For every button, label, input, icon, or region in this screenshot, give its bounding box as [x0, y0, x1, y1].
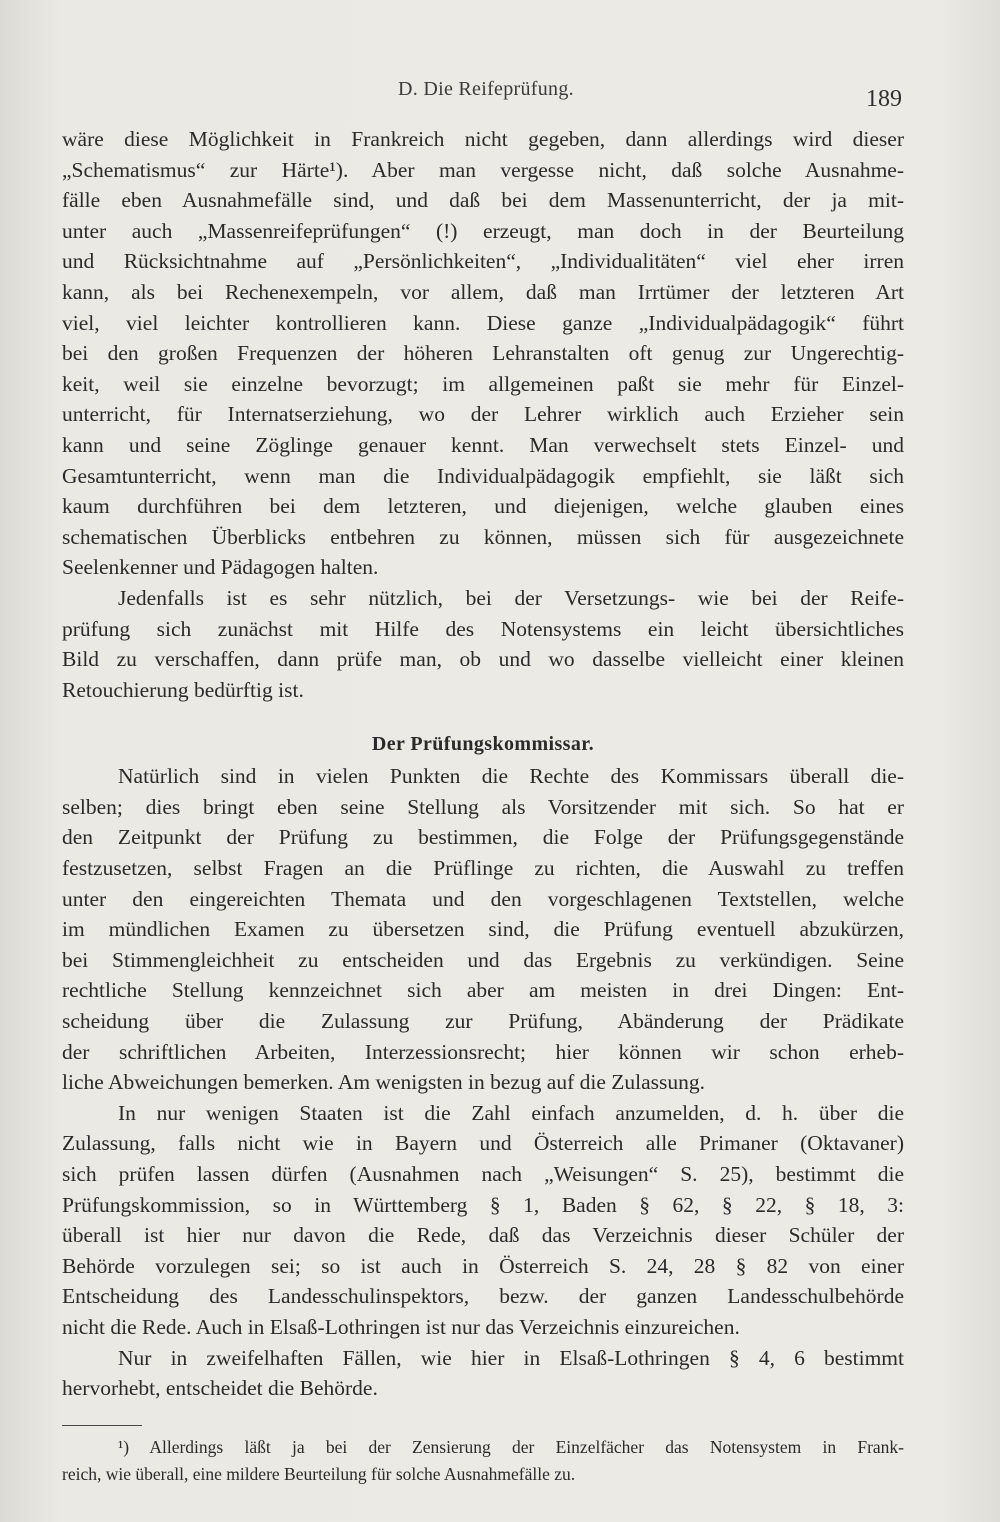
text-line: kann und seine Zöglinge genauer kennt. Man verwechselt stets Einzel- und — [62, 432, 904, 457]
text-line: unterricht, für Internatserziehung, wo der Lehrer wirklich auch Erzieher sein — [62, 402, 904, 427]
text-line: festzusetzen, selbst Fragen an die Prüflinge zu richten, die Auswahl zu treffen — [62, 856, 904, 881]
text-line: Entscheidung des Landesschulinspektors, bezw. der ganzen Landesschulbehörde — [62, 1284, 904, 1309]
text-line: Jedenfalls ist es sehr nützlich, bei der Versetzungs- wie bei der Reife- — [118, 585, 904, 610]
text-line: der schriftlichen Arbeiten, Interzessionsrecht; hier können wir schon erheb- — [62, 1039, 904, 1064]
text-line: liche Abweichungen bemerken. Am wenigsten in bezug auf die Zulassung. — [62, 1070, 706, 1095]
text-line: scheidung über die Zulassung zur Prüfung, Abänderung der Prädikate — [62, 1009, 904, 1034]
text-line: Seelenkenner und Pädagogen halten. — [62, 555, 379, 580]
text-line: Nur in zweifelhaften Fällen, wie hier in Elsaß-Lothringen § 4, 6 bestimmt — [118, 1345, 904, 1370]
text-line: hervorhebt, entscheidet die Behörde. — [62, 1376, 378, 1401]
text-line: prüfung sich zunächst mit Hilfe des Notensystems ein leicht übersichtliches — [62, 616, 904, 641]
paragraph — [62, 1098, 904, 1343]
text-line: Gesamtunterricht, wenn man die Individualpädagogik empfiehlt, sie läßt sich — [62, 463, 904, 488]
footnote — [62, 1434, 904, 1488]
footnote-line: ¹) Allerdings läßt ja bei der Zensierung der Einzelfächer das Notensystem in Frank- — [118, 1437, 904, 1457]
text-line: In nur wenigen Staaten ist die Zahl einfach anzumelden, d. h. über die — [118, 1100, 904, 1125]
section-gap — [62, 705, 904, 727]
text-line: fälle eben Ausnahmefälle sind, und daß bei dem Massenunterricht, der ja mit- — [62, 188, 904, 213]
text-line: Natürlich sind in vielen Punkten die Rechte des Kommissars überall die- — [118, 764, 904, 789]
text-line: nicht die Rede. Auch in Elsaß-Lothringen ist nur das Verzeichnis einzureichen. — [62, 1314, 740, 1339]
text-line: selben; dies bringt eben seine Stellung als Vorsitzender mit sich. So hat er — [62, 794, 904, 819]
paragraph — [62, 583, 904, 705]
text-line: bei den großen Frequenzen der höheren Lehranstalten oft genug zur Ungerechtig- — [62, 341, 904, 366]
footnote-rule — [62, 1425, 142, 1426]
section-heading: Der Prüfungskommissar. — [371, 733, 595, 756]
text-line: bei Stimmengleichheit zu entscheiden und das Ergebnis zu verkündigen. Seine — [62, 947, 904, 972]
text-line: Prüfungskommission, so in Württemberg § 1, Baden § 62, § 22, § 18, 3: — [62, 1192, 904, 1217]
text-line: wäre diese Möglichkeit in Frankreich nicht gegeben, dann allerdings wird dieser — [62, 127, 904, 151]
text-line: kann, als bei Rechenexempeln, vor allem, daß man Irrtümer der letzteren Art — [62, 279, 904, 304]
text-line: Retouchierung bedürftig ist. — [62, 677, 304, 702]
text-line: Zulassung, falls nicht wie in Bayern und Österreich alle Primaner (Oktavaner) — [62, 1131, 904, 1156]
text-line: im mündlichen Examen zu übersetzen sind, die Prüfung eventuell abzukürzen, — [62, 917, 904, 942]
text-line: den Zeitpunkt der Prüfung zu bestimmen, die Folge der Prüfungsgegenstände — [62, 825, 904, 850]
running-head: D. Die Reifeprüfung. — [398, 78, 574, 100]
paragraph — [62, 124, 904, 583]
text-line: „Schematismus“ zur Härte¹). Aber man vergesse nicht, daß solche Ausnahme- — [62, 157, 904, 182]
page-header — [0, 76, 1000, 116]
text-line: rechtliche Stellung kennzeichnet sich aber am meisten in drei Dingen: Ent- — [62, 978, 904, 1003]
paragraph — [62, 1343, 904, 1404]
text-line: und Rücksichtnahme auf „Persönlichkeiten“, „Individualitäten“ viel eher irren — [62, 249, 904, 274]
text-line: schematischen Überblicks entbehren zu können, müssen sich für ausgezeichnete — [62, 524, 904, 549]
text-line: kaum durchführen bei dem letzteren, und diejenigen, welche glauben eines — [62, 494, 904, 519]
text-line: sich prüfen lassen dürfen (Ausnahmen nach „Weisungen“ S. 25), bestimmt die — [62, 1162, 904, 1186]
text-line: unter auch „Massenreifeprüfungen“ (!) erzeugt, man doch in der Beurteilung — [62, 218, 904, 243]
text-line: unter den eingereichten Themata und den vorgeschlagenen Textstellen, welche — [62, 886, 904, 911]
text-line: überall ist hier nur davon die Rede, daß das Verzeichnis dieser Schüler der — [62, 1223, 904, 1248]
page-number: 189 — [866, 86, 902, 112]
text-line: Behörde vorzulegen sei; so ist auch in Österreich S. 24, 28 § 82 von einer — [62, 1253, 904, 1278]
body-text — [62, 124, 904, 1404]
paragraph — [62, 761, 904, 1098]
footnote-line: reich, wie überall, eine mildere Beurteilung für solche Ausnahmefälle zu. — [62, 1464, 576, 1484]
text-line: Bild zu verschaffen, dann prüfe man, ob und wo dasselbe vielleicht einer kleinen — [62, 647, 904, 672]
text-line: keit, weil sie einzelne bevorzugt; im allgemeinen paßt sie mehr für Einzel- — [62, 371, 904, 396]
text-line: viel, viel leichter kontrollieren kann. Diese ganze „Individualpädagogik“ führt — [62, 310, 904, 335]
